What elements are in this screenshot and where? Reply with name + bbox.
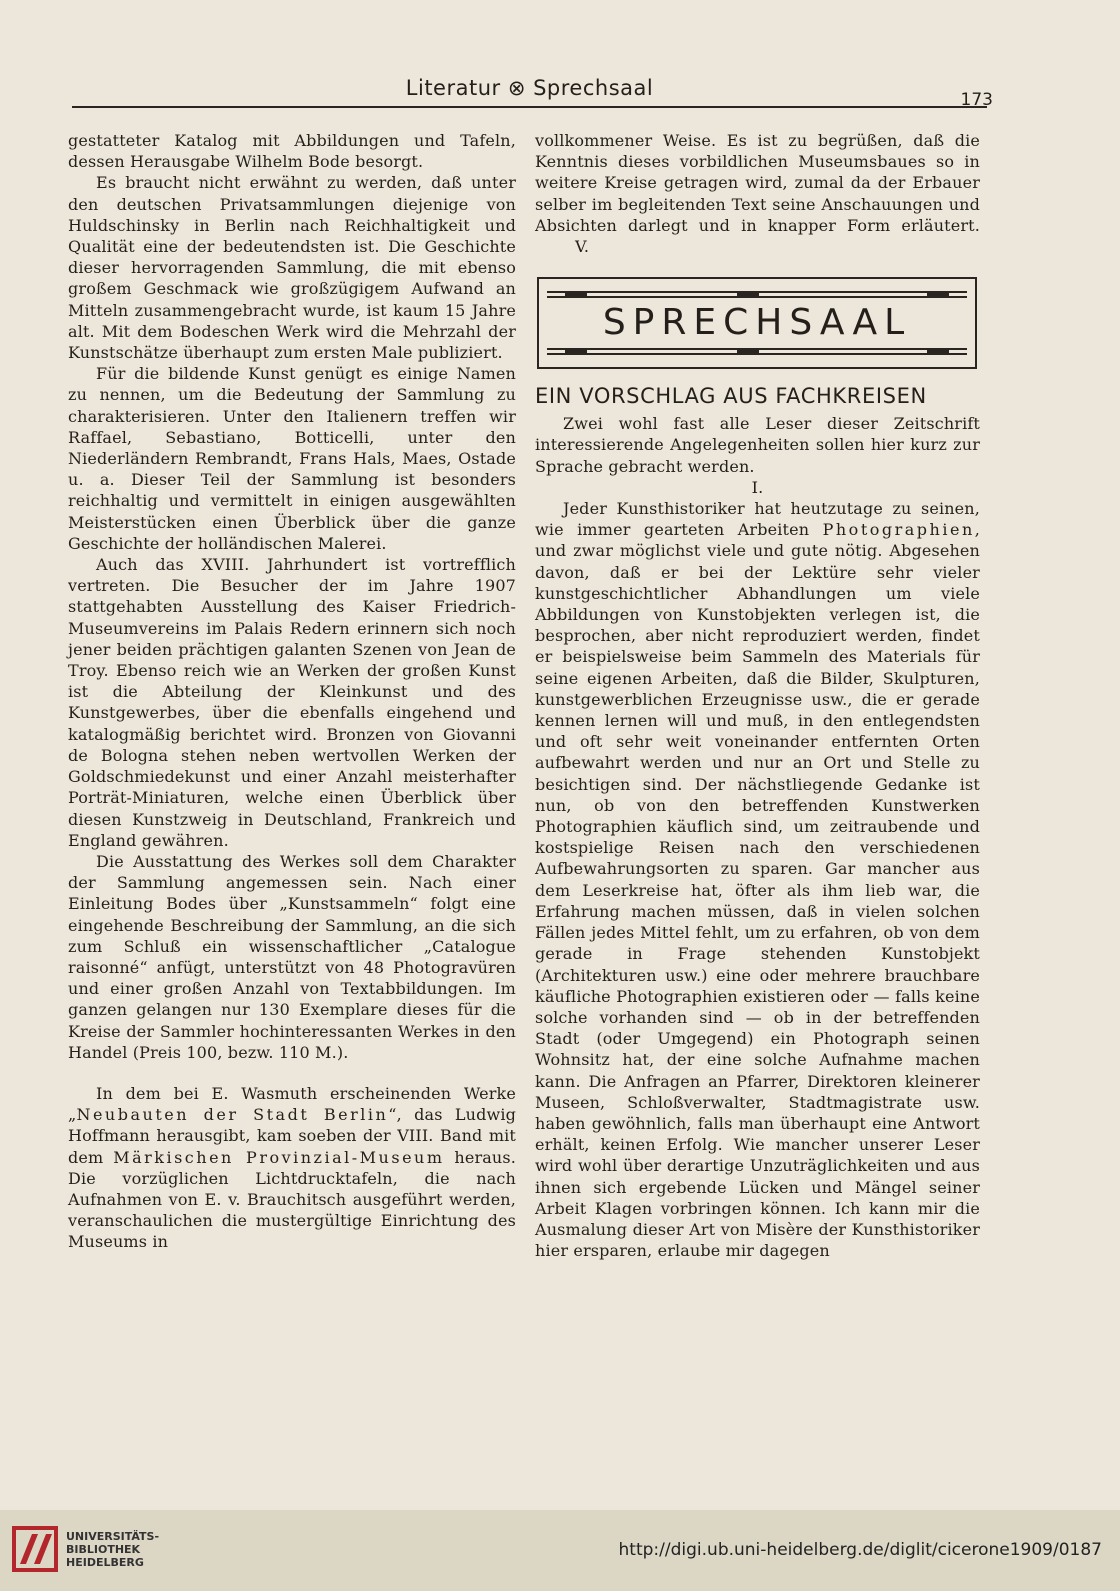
article-title: EIN VORSCHLAG AUS FACHKREISEN xyxy=(535,384,927,409)
roman-numeral: I. xyxy=(751,477,764,497)
paragraph: Auch das XVIII. Jahrhundert ist vortrefflich vertreten. Die Besucher der im Jahre 1907 stattgehabten Ausstellung des Kaiser Friedrich-Museumvereins im Palais Redern erinnern sich noch jener beiden prächtigen galanten Szenen von Jean de Troy. Ebenso reich wie an Werken der großen Kunst ist die Abteilung der Kleinkunst und des Kunstgewerbes, über die ebenfalls eingehend und katalogmäßig berichtet wird. Bronzen von Giovanni de Bologna stehen neben wertvollen Werken der Goldschmiedekunst und einer Anzahl meisterhafter Porträt-Miniaturen, welche einen Überblick über diesen Kunstzweig in Deutschland, Frankreich und England gewähren. xyxy=(68,555,516,850)
source-url-link[interactable]: http://digi.ub.uni-heidelberg.de/diglit/cicerone1909/0187 xyxy=(618,1540,1102,1560)
running-title: Literatur ⊗ Sprechsaal xyxy=(405,76,654,100)
library-logo-icon xyxy=(12,1526,58,1572)
paragraph: Es braucht nicht erwähnt zu werden, daß unter den deutschen Privatsammlungen diejenige von Huldschinsky in Berlin nach Reichhaltigkeit und Qualität eine der bedeutendsten ist. Die Geschichte dieser hervorragenden Sammlung, die mit ebenso großem Geschmack wie großzügigem Aufwand an Mitteln zusammengebracht wurde, ist kaum 15 Jahre alt. Mit dem Bodeschen Werk wird die Mehrzahl der Kunstschätze überhaupt zum ersten Male publiziert. xyxy=(68,173,516,363)
ornament-mark xyxy=(565,348,587,355)
signature: V. xyxy=(575,237,590,257)
spaced-title: Neubauten der Stadt Berlin xyxy=(76,1105,389,1125)
ornament-mark xyxy=(737,348,759,355)
text-run: “, das Ludwig Hoffmann herausgibt, kam soeben der VIII. Band mit dem xyxy=(68,1105,516,1167)
paragraph: Zwei wohl fast alle Leser dieser Zeitschrift interessierende Angelegenheiten sollen hier kurz zur Sprache gebracht werden. xyxy=(535,414,980,476)
text-run: vollkommener Weise. Es ist zu begrüßen, daß die Kenntnis dieses vorbildlichen Museumsbaues so in weitere Kreise getragen wird, zumal da der Erbauer selber im begleitenden Text seine Anschauungen und Absichten darlegt und in knapper Form erläutert. xyxy=(535,131,980,235)
ornament-mark xyxy=(927,348,949,355)
header-rule xyxy=(72,106,987,108)
page-number: 173 xyxy=(960,90,993,110)
text-run: In dem bei E. Wasmuth erscheinenden Werke „ xyxy=(68,1083,516,1125)
paragraph-gap xyxy=(68,1063,516,1083)
paragraph-wasmuth xyxy=(68,1083,516,1253)
text-run: Jeder Kunsthistoriker hat heutzutage zu seinen, wie immer gearteten Arbeiten xyxy=(535,499,980,540)
ornament-mark xyxy=(927,291,949,298)
logo-stroke xyxy=(20,1534,38,1564)
library-name xyxy=(66,1530,159,1569)
spaced-title: Märkischen Provinzial-Museum xyxy=(113,1147,445,1167)
library-line: UNIVERSITÄTS- xyxy=(66,1530,160,1543)
running-header xyxy=(72,76,993,110)
text-run: heraus. Die vorzüglichen Lichtdrucktafeln, die nach Aufnahmen von E. v. Brauchitsch ausgeführt werden, veranschaulichen die mustergültige Einrichtung des Museums in xyxy=(68,1147,516,1252)
section-heading-box xyxy=(537,277,977,369)
library-line: HEIDELBERG xyxy=(66,1556,144,1569)
ornament-band xyxy=(547,291,967,298)
library-line: BIBLIOTHEK xyxy=(66,1543,141,1556)
logo-stroke xyxy=(34,1534,52,1564)
paragraph: Für die bildende Kunst genügt es einige Namen zu nennen, um die Bedeutung der Sammlung zu charakterisieren. Unter den Italienern treffen wir Raffael, Sebastiano, Botticelli, unter den Niederländern Rembrandt, Frans Hals, Maes, Ostade u. a. Dieser Teil der Sammlung ist besonders reichhaltig und vermittelt in einigen ausgewählten Meisterstücken einen Überblick über die ganze Geschichte der holländischen Malerei. xyxy=(68,364,516,553)
paragraph xyxy=(535,498,980,1261)
right-column xyxy=(535,130,980,1261)
ornament-band xyxy=(547,348,967,355)
ornament-mark xyxy=(565,291,587,298)
ornament-mark xyxy=(737,291,759,298)
text-run: , und zwar möglichst viele und gute nötig. Abgesehen davon, daß er bei der Lektüre sehr vieler kunstgeschichtlicher Abhandlungen um viele Abbildungen von Kunstobjekten verlegen ist, die besprochen, aber nicht reproduziert werden, findet er beispielsweise beim Sammeln des Materials für seine eigenen Arbeiten, daß die Bilder, Skulpturen, kunstgewerblichen Erzeugnisse usw., die er gerade kennen lernen will und muß, in den entlegendsten und oft sehr weit voneinander entfernten Orten aufbewahrt werden und nur an Ort und Stelle zu besichtigen sind. Der nächstliegende Gedanke ist nun, ob von den betreffenden Kunstwerken Photographien käuflich sind, um zeitraubende und kostspielige Reisen nach den verschiedenen Aufbewahrungsorten zu sparen. Gar mancher aus dem Leserkreise hat, öfter als ihm lieb war, die Erfahrung machen müssen, daß in vielen solchen Fällen jedes Mittel fehlt, um zu erfahren, ob von dem gerade in Frage stehenden Kunstobjekt (Architekturen usw.) eine oder mehrere brauchbare käufliche Photographien existieren oder — falls keine solche vorhanden sind — ob in der betreffenden Stadt (oder Umgegend) ein Photograph seinen Wohnsitz hat, der eine solche Aufnahme machen kann. Die Anfragen an Pfarrer, Direktoren kleinerer Museen, Schloßverwalter, Stadtmagistrate usw. haben gewöhnlich, falls man überhaupt eine Antwort erhält, keinen Erfolg. Wie mancher unserer Leser wird wohl über derartige Unzuträglichkeiten und aus ihnen sich ergebende Lücken und Mängel seiner Arbeit Klagen vorbringen können. Ich kann mir die Ausmalung dieser Art von Misère der Kunsthistoriker hier ersparen, erlaube mir dagegen xyxy=(535,520,980,1261)
section-heading: SPRECHSAAL xyxy=(602,302,912,344)
paragraph: Die Ausstattung des Werkes soll dem Charakter der Sammlung angemessen sein. Nach einer Einleitung Bodes über „Kunstsammeln“ folgt eine eingehende Beschreibung der Sammlung, an die sich zum Schluß ein wissenschaftlicher „Catalogue raisonné“ anfügt, unterstützt von 48 Photogravüren und einer großen Anzahl von Textabbildungen. Im ganzen gelangen nur 130 Exemplare dieses für die Kreise der Sammler hochinteressanten Werkes in den Handel (Preis 100, bezw. 110 M.). xyxy=(68,851,516,1062)
spaced-word: Photographien xyxy=(822,520,975,540)
paragraph xyxy=(535,130,980,257)
paragraph: gestatteter Katalog mit Abbildungen und Tafeln, dessen Herausgabe Wilhelm Bode besorgt. xyxy=(68,131,516,172)
digitization-footer xyxy=(0,1510,1120,1591)
left-column xyxy=(68,130,516,1253)
